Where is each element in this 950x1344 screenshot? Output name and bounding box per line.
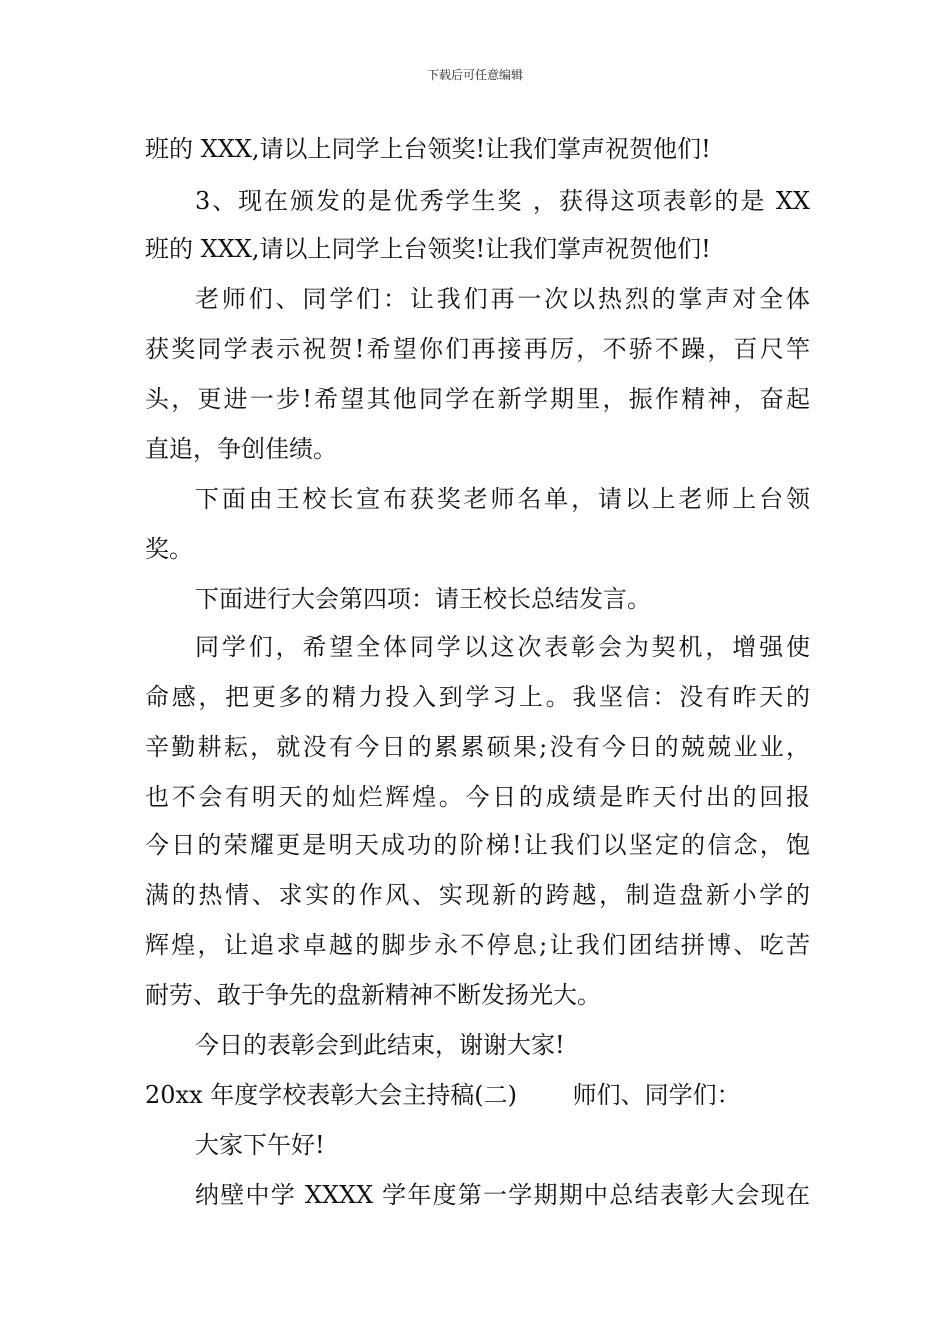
text-line: 下面进行大会第四项：请王校长总结发言。 [195,585,651,613]
text-line: 班的 XXX,请以上同学上台领奖!让我们掌声祝贺他们! [145,135,711,163]
text-line: 奖。 [145,535,193,563]
text-line: 耐劳、敢于争先的盘新精神不断发扬光大。 [145,981,601,1009]
text-line: 下面由王校长宣布获奖老师名单，请以上老师上台领 [195,485,810,513]
text-line: 老师们、同学们：让我们再一次以热烈的掌声对全体 [195,285,810,313]
page-header: 下载后可任意编辑 [426,68,523,82]
text-line: 同学们，希望全体同学以这次表彰会为契机，增强使 [195,633,810,661]
text-line: 获奖同学表示祝贺!希望你们再接再厉，不骄不躁，百尺竿 [145,335,810,363]
text-line: 也不会有明天的灿烂辉煌。今日的成绩是昨天付出的回报 [145,783,810,811]
text-line: 满的热情、求实的作风、实现新的跨越，制造盘新小学的 [145,881,810,909]
text-line: 命感，把更多的精力投入到学习上。我坚信：没有昨天的 [145,683,810,711]
text-line: 大家下午好! [195,1131,325,1159]
text-line: 今日的荣耀更是明天成功的阶梯!让我们以坚定的信念，饱 [145,831,810,859]
text-line: 辛勤耕耘，就没有今日的累累硕果;没有今日的兢兢业业， [145,733,810,761]
text-line: 辉煌，让追求卓越的脚步永不停息;让我们团结拼博、吃苦 [145,931,810,959]
section-title-line: 20xx 年度学校表彰大会主持稿(二) 师们、同学们： [145,1081,741,1109]
text-line: 纳壁中学 XXXX 学年度第一学期期中总结表彰大会现在 [195,1181,810,1209]
text-line: 班的 XXX,请以上同学上台领奖!让我们掌声祝贺他们! [145,235,711,263]
text-line: 直追，争创佳绩。 [145,435,337,463]
text-line: 3、现在颁发的是优秀学生奖 ，获得这项表彰的是 XX [195,187,810,215]
text-line: 今日的表彰会到此结束，谢谢大家! [195,1031,565,1059]
text-line: 头，更进一步!希望其他同学在新学期里，振作精神，奋起 [145,385,810,413]
